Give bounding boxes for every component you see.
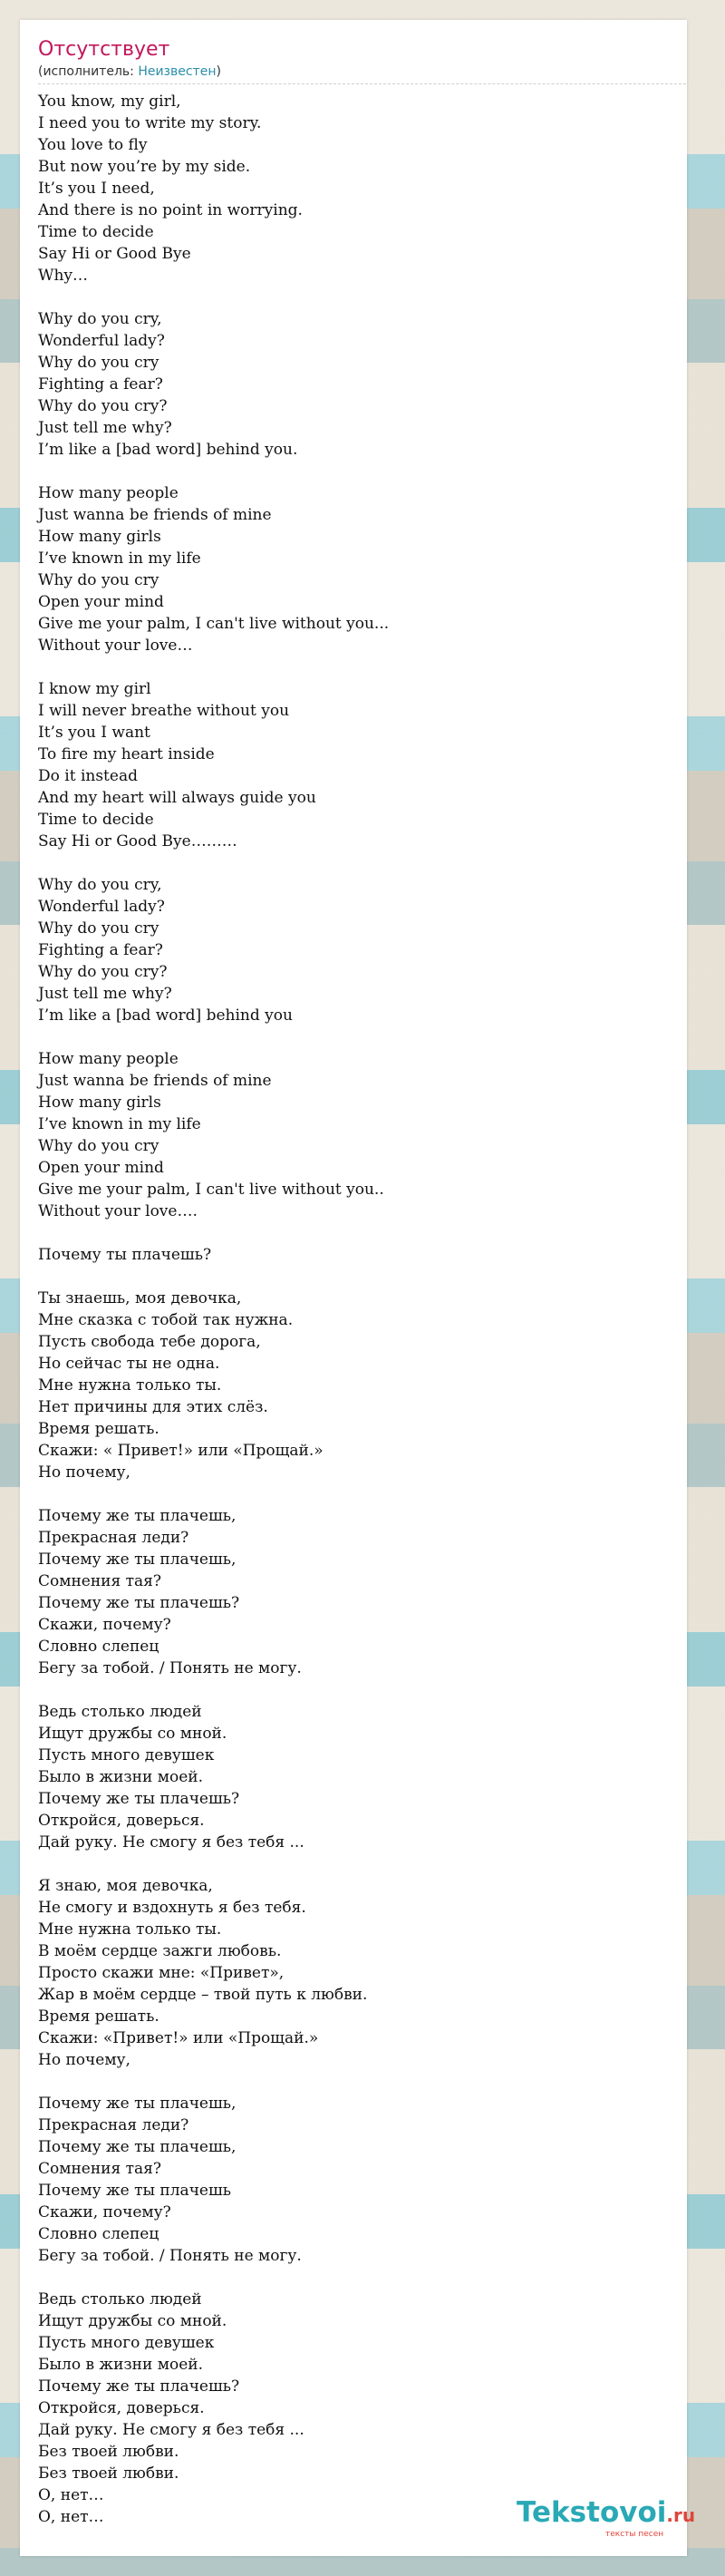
artist-suffix: ) bbox=[216, 64, 221, 79]
song-title: Отсутствует bbox=[38, 38, 170, 61]
site-logo[interactable] bbox=[517, 2497, 695, 2531]
artist-link[interactable]: Неизвестен bbox=[138, 64, 217, 79]
logo-tagline: тексты песен bbox=[605, 2530, 664, 2539]
artist-prefix: (исполнитель: bbox=[38, 64, 139, 79]
lyrics-text: You know, my girl, I need you to write my story. You love to fly But now you’re by my side. It’s you I need, And there is no point in worrying. Time to decide Say Hi or Good Bye Why… Why do you cry, Wonderful lady? Why do you cry Fighting a fear? Why do you cry? Just tell me why? I’m like a [bad word] behind you. How many people Just wanna be friends of mine How many girls I’ve known in my life Why do you cry Open your mind Give me your palm, I can't live without you... Without your love… I know my girl I will never breathe without you It’s you I want To fire my heart inside Do it instead And my heart will always guide you Time to decide Say Hi or Good Bye……… Why do you cry, Wonderful lady? Why do you cry Fighting a fear? Why do you cry? Just tell me why? I’m like a [bad word] behind you How many people Just wanna be friends of mine How many girls I’ve known in my life Why do you cry Open your mind Give me your palm, I can't live without you.. Without your love…. Почему ты плачешь? Ты знаешь, моя девочка, Мне сказка с тобой так нужна. Пусть свобода тебе дорога, Но сейчас ты не одна. Мне нужна только ты. Нет причины для этих слёз. Время решать. Скажи: « Привет!» или «Прощай.» Но почему, Почему же ты плачешь, Прекрасная леди? Почему же ты плачешь, Сомнения тая? Почему же ты плачешь? Скажи, почему? Словно слепец Бегу за тобой. / Понять не могу. Ведь столько людей Ищут дружбы со мной. Пусть много девушек Было в жизни моей. Почему же ты плачешь? Откройся, доверься. Дай руку. Не смогу я без тебя ... Я знаю, моя девочка, Не смогу и вздохнуть я без тебя. Мне нужна только ты. В моём сердце зажги любовь. Просто скажи мне: «Привет», Жар в моём сердце – твой путь к любви. Время решать. Скажи: «Привет!» или «Прощай.» Но почему, Почему же ты плачешь, Прекрасная леди? Почему же ты плачешь, Сомнения тая? Почему же ты плачешь Скажи, почему? Словно слепец Бегу за тобой. / Понять не могу. Ведь столько людей Ищут дружбы со мной. Пусть много девушек Было в жизни моей. Почему же ты плачешь? Откройся, доверься. Дай руку. Не смогу я без тебя ... Без твоей любви. Без твоей любви. О, нет… О, нет… bbox=[38, 92, 390, 2526]
logo-name: Tekstovoi bbox=[517, 2496, 667, 2529]
artist-line bbox=[38, 63, 221, 80]
lyrics-card bbox=[20, 20, 687, 2556]
logo-tld: .ru bbox=[666, 2504, 696, 2526]
header-divider bbox=[38, 83, 686, 84]
